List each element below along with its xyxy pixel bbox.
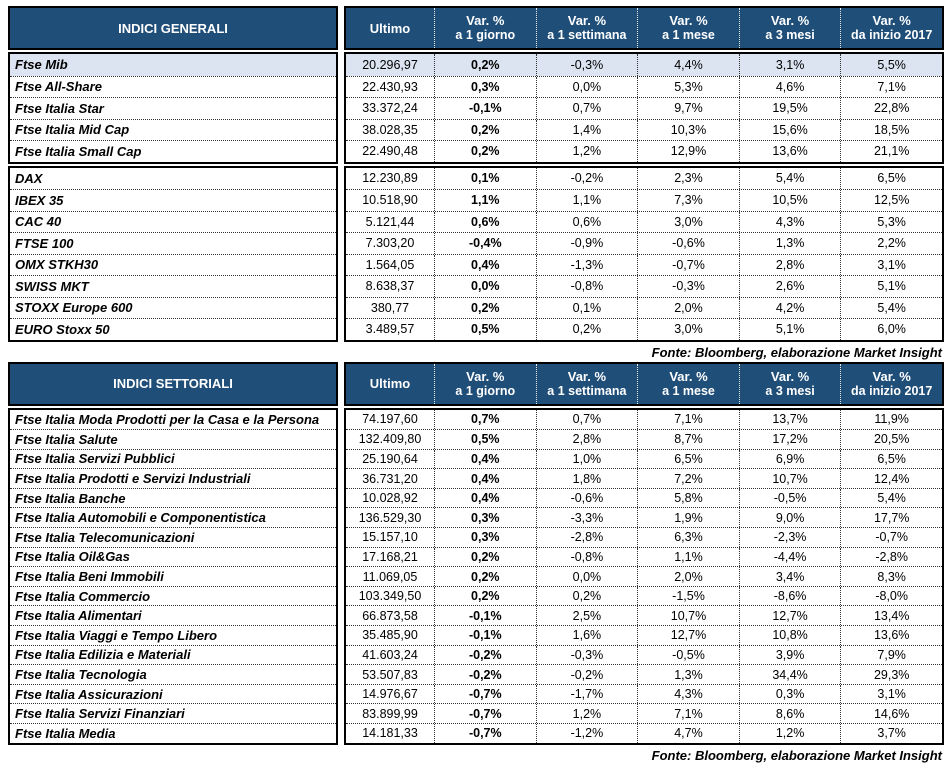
cell-var_ytd: 3,1% xyxy=(840,255,942,276)
cell-var_ytd: 11,9% xyxy=(840,410,942,430)
index-name: Ftse Italia Telecomunicazioni xyxy=(10,527,336,547)
cell-var_1g: -0,1% xyxy=(434,606,536,625)
cell-ultimo: 11.069,05 xyxy=(362,569,418,584)
column-headers xyxy=(344,362,944,406)
cell-var_3m: 3,9% xyxy=(739,646,841,665)
column-header-line1: Var. % xyxy=(567,368,607,384)
column-header-line2: da inizio 2017 xyxy=(851,28,933,42)
index-name: Ftse Italia Oil&Gas xyxy=(10,547,336,567)
cell-var_1g: 0,2% xyxy=(434,298,536,319)
cell-var_1s: -0,6% xyxy=(536,489,638,508)
column-header-line2: a 1 settimana xyxy=(547,383,627,398)
values-column xyxy=(344,362,944,745)
cell-var_1s: -1,3% xyxy=(536,255,638,276)
cell-var_ytd: 6,0% xyxy=(840,319,942,340)
cell-var_1m: 4,7% xyxy=(637,724,739,743)
table-row xyxy=(346,645,942,665)
source-note: Fonte: Bloomberg, elaborazione Market Insight xyxy=(651,344,942,360)
cell-ultimo: 12.230,89 xyxy=(362,171,418,186)
table-title-header xyxy=(8,6,338,50)
cell-var_ytd: 7,9% xyxy=(840,646,942,665)
cell-var_1s: -0,8% xyxy=(536,276,638,297)
cell-var_1g: 0,2% xyxy=(434,548,536,567)
cell-var_1g: 0,7% xyxy=(434,410,536,430)
column-headers xyxy=(344,6,944,50)
table-row xyxy=(346,54,942,76)
cell-var_1g: -0,7% xyxy=(434,724,536,743)
cell-var_1s: -0,2% xyxy=(536,168,638,190)
index-name: Ftse Italia Automobili e Componentistica xyxy=(10,507,336,527)
index-name: Ftse Italia Tecnologia xyxy=(10,664,336,684)
table-row xyxy=(346,140,942,162)
index-group-values xyxy=(344,166,944,342)
cell-var_1m: 1,1% xyxy=(637,548,739,567)
index-group-labels xyxy=(8,166,338,342)
column-header-line1: Var. % xyxy=(770,368,810,384)
index-name: DAX xyxy=(15,170,43,186)
cell-var_ytd: 13,6% xyxy=(840,626,942,645)
column-header-line2: a 1 mese xyxy=(662,28,715,42)
table-title-header xyxy=(8,362,338,406)
table-row xyxy=(346,254,942,276)
cell-var_1s: 1,2% xyxy=(536,141,638,162)
cell-var_1g: -0,1% xyxy=(434,98,536,119)
cell-ultimo: 1.564,05 xyxy=(365,257,415,272)
cell-var_ytd: 20,5% xyxy=(840,430,942,449)
cell-var_1g: 0,3% xyxy=(434,77,536,98)
cell-ultimo: 25.190,64 xyxy=(362,451,418,466)
cell-var_1g: -0,2% xyxy=(434,665,536,684)
cell-var_1s: -1,2% xyxy=(536,724,638,743)
cell-ultimo: 41.603,24 xyxy=(362,647,418,662)
cell-ultimo: 5.121,44 xyxy=(365,214,415,229)
cell-var_1s: -0,3% xyxy=(536,54,638,76)
table-row xyxy=(346,684,942,704)
cell-var_1g: 0,2% xyxy=(434,567,536,586)
cell-var_3m: 6,9% xyxy=(739,450,841,469)
cell-var_1g: 0,2% xyxy=(434,141,536,162)
cell-var_ytd: 5,1% xyxy=(840,276,942,297)
index-name: Ftse Italia Edilizia e Materiali xyxy=(10,645,336,665)
index-name: Ftse Italia Media xyxy=(10,723,336,743)
cell-var_ytd: 7,1% xyxy=(840,77,942,98)
cell-ultimo: 74.197,60 xyxy=(362,412,418,427)
cell-var_3m: 17,2% xyxy=(739,430,841,449)
table-title: INDICI GENERALI xyxy=(118,20,228,36)
cell-ultimo: 17.168,21 xyxy=(362,549,418,564)
cell-var_3m: 8,6% xyxy=(739,704,841,723)
cell-var_3m: -4,4% xyxy=(739,548,841,567)
table-row xyxy=(346,566,942,586)
cell-var_1m: 2,3% xyxy=(637,168,739,190)
column-header-line1: Var. % xyxy=(872,368,911,384)
cell-var_ytd: -0,7% xyxy=(840,528,942,547)
column-header-line2: a 3 mesi xyxy=(765,383,815,398)
column-header-line1: Var. % xyxy=(669,368,708,384)
table-row xyxy=(346,586,942,606)
index-name: Ftse Mib xyxy=(10,54,336,76)
cell-var_3m: 34,4% xyxy=(739,665,841,684)
cell-var_3m: 5,1% xyxy=(739,319,841,340)
index-name: FTSE 100 xyxy=(10,232,336,254)
index-name: EURO Stoxx 50 xyxy=(10,318,336,340)
cell-var_1s: 1,4% xyxy=(536,120,638,141)
cell-var_1s: 1,8% xyxy=(536,469,638,488)
cell-var_1g: 0,4% xyxy=(434,469,536,488)
table-row xyxy=(346,723,942,743)
column-header-line1: Var. % xyxy=(770,13,810,28)
cell-var_1m: -0,5% xyxy=(637,646,739,665)
cell-var_3m: 19,5% xyxy=(739,98,841,119)
cell-ultimo: 15.157,10 xyxy=(362,530,418,545)
column-header-line1: Var. % xyxy=(567,13,607,28)
cell-ultimo: 33.372,24 xyxy=(362,101,418,116)
table-row xyxy=(346,468,942,488)
table-row xyxy=(346,76,942,98)
cell-var_1s: -0,8% xyxy=(536,548,638,567)
cell-var_1m: 12,9% xyxy=(637,141,739,162)
cell-var_1g: 0,4% xyxy=(434,489,536,508)
column-header-line1: Var. % xyxy=(872,13,911,28)
cell-var_1s: -3,3% xyxy=(536,508,638,527)
cell-var_3m: 13,7% xyxy=(739,410,841,430)
cell-var_ytd: 22,8% xyxy=(840,98,942,119)
column-header-line1: Ultimo xyxy=(369,376,411,391)
cell-var_ytd: 2,2% xyxy=(840,233,942,254)
cell-var_ytd: 14,6% xyxy=(840,704,942,723)
index-name: Ftse Italia Commercio xyxy=(10,586,336,606)
cell-var_1s: 1,6% xyxy=(536,626,638,645)
index-name-column xyxy=(8,362,338,745)
cell-ultimo: 103.349,50 xyxy=(358,589,422,604)
cell-var_3m: 3,1% xyxy=(739,54,841,76)
cell-var_1g: -0,1% xyxy=(434,626,536,645)
index-name: IBEX 35 xyxy=(10,189,336,211)
cell-var_3m: 2,8% xyxy=(739,255,841,276)
index-name: CAC 40 xyxy=(10,211,336,233)
values-body xyxy=(344,406,944,745)
table-row xyxy=(346,275,942,297)
cell-var_1g: 0,3% xyxy=(434,528,536,547)
column-header-var-1-giorno xyxy=(434,364,536,404)
cell-var_1s: 0,6% xyxy=(536,212,638,233)
cell-var_1m: 5,8% xyxy=(637,489,739,508)
cell-ultimo: 36.731,20 xyxy=(362,471,418,486)
cell-var_1m: 9,7% xyxy=(637,98,739,119)
table-row xyxy=(346,232,942,254)
column-header-var-1-mese xyxy=(637,364,739,404)
cell-var_1s: 1,1% xyxy=(536,190,638,211)
cell-var_1s: -2,8% xyxy=(536,528,638,547)
cell-var_ytd: 21,1% xyxy=(840,141,942,162)
cell-var_1m: 1,9% xyxy=(637,508,739,527)
cell-var_1g: 0,4% xyxy=(434,255,536,276)
cell-var_1s: 2,5% xyxy=(536,606,638,625)
cell-var_3m: 10,5% xyxy=(739,190,841,211)
cell-var_1s: -1,7% xyxy=(536,685,638,704)
cell-var_1g: 0,0% xyxy=(434,276,536,297)
cell-var_3m: -8,6% xyxy=(739,587,841,606)
cell-var_ytd: 3,1% xyxy=(840,685,942,704)
column-header-var-1-settimana xyxy=(536,8,638,48)
cell-ultimo: 132.409,80 xyxy=(358,432,422,447)
index-name: Ftse All-Share xyxy=(10,76,336,98)
cell-var_3m: -0,5% xyxy=(739,489,841,508)
column-header-line1: Var. % xyxy=(466,13,505,28)
cell-var_1s: 0,2% xyxy=(536,319,638,340)
column-header-var-1-mese xyxy=(637,8,739,48)
table-row xyxy=(346,527,942,547)
cell-var_1m: 4,4% xyxy=(637,54,739,76)
column-header-line1: Ultimo xyxy=(369,20,411,36)
index-name: Ftse Italia Banche xyxy=(10,488,336,508)
cell-ultimo: 20.296,97 xyxy=(362,57,418,72)
cell-var_3m: 12,7% xyxy=(739,606,841,625)
cell-ultimo: 136.529,30 xyxy=(358,510,422,525)
cell-var_ytd: -2,8% xyxy=(840,548,942,567)
indici-generali-table xyxy=(8,6,944,342)
column-header-ultimo xyxy=(346,8,434,48)
table-row xyxy=(346,547,942,567)
cell-var_1m: 10,3% xyxy=(637,120,739,141)
cell-var_3m: 4,6% xyxy=(739,77,841,98)
cell-var_3m: 15,6% xyxy=(739,120,841,141)
cell-var_1m: 3,0% xyxy=(637,212,739,233)
cell-var_1m: -0,6% xyxy=(637,233,739,254)
cell-var_1m: -0,3% xyxy=(637,276,739,297)
cell-ultimo: 10.028,92 xyxy=(362,491,418,506)
cell-var_ytd: 6,5% xyxy=(840,450,942,469)
column-header-ultimo xyxy=(346,364,434,404)
index-name: Ftse Italia Servizi Pubblici xyxy=(10,449,336,469)
cell-var_3m: 4,2% xyxy=(739,298,841,319)
column-header-line2: a 1 settimana xyxy=(547,28,627,42)
cell-var_1g: -0,7% xyxy=(434,704,536,723)
index-group-values xyxy=(344,52,944,164)
table-row xyxy=(346,429,942,449)
cell-var_1s: 0,0% xyxy=(536,77,638,98)
cell-var_1m: 6,5% xyxy=(637,450,739,469)
cell-var_1m: 5,3% xyxy=(637,77,739,98)
cell-var_1s: 0,7% xyxy=(536,98,638,119)
table-row xyxy=(346,703,942,723)
cell-var_1m: 8,7% xyxy=(637,430,739,449)
table-row xyxy=(346,211,942,233)
cell-var_ytd: 12,4% xyxy=(840,469,942,488)
column-header-line2: a 3 mesi xyxy=(765,28,815,42)
index-name: Ftse Italia Small Cap xyxy=(10,140,336,162)
cell-ultimo: 35.485,90 xyxy=(362,628,418,643)
cell-var_1g: 0,5% xyxy=(434,430,536,449)
cell-var_1g: 0,6% xyxy=(434,212,536,233)
cell-var_1g: 1,1% xyxy=(434,190,536,211)
table-row xyxy=(346,507,942,527)
index-name: Ftse Italia Assicurazioni xyxy=(10,684,336,704)
cell-var_1g: 0,2% xyxy=(434,120,536,141)
cell-ultimo: 380,77 xyxy=(370,300,410,315)
cell-var_1m: 3,0% xyxy=(637,319,739,340)
index-name: SWISS MKT xyxy=(10,275,336,297)
index-name-body xyxy=(8,50,338,342)
cell-ultimo: 22.430,93 xyxy=(362,79,418,94)
table-row xyxy=(346,97,942,119)
cell-var_1s: 0,0% xyxy=(536,567,638,586)
cell-var_ytd: 12,5% xyxy=(840,190,942,211)
table-row xyxy=(346,488,942,508)
cell-var_1m: 6,3% xyxy=(637,528,739,547)
cell-var_1m: 7,3% xyxy=(637,190,739,211)
cell-var_1s: 1,2% xyxy=(536,704,638,723)
cell-ultimo: 8.638,37 xyxy=(365,279,415,294)
column-header-line2: a 1 giorno xyxy=(455,28,516,42)
cell-var_ytd: 8,3% xyxy=(840,567,942,586)
cell-var_ytd: 13,4% xyxy=(840,606,942,625)
values-column xyxy=(344,6,944,342)
column-header-line1: Var. % xyxy=(669,13,708,28)
cell-var_3m: 9,0% xyxy=(739,508,841,527)
index-name: Ftse Italia Mid Cap xyxy=(10,119,336,141)
index-name: STOXX Europe 600 xyxy=(10,297,336,319)
cell-ultimo: 3.489,57 xyxy=(365,322,415,337)
cell-var_1m: 2,0% xyxy=(637,567,739,586)
cell-var_1s: 0,7% xyxy=(536,410,638,430)
cell-var_1m: 12,7% xyxy=(637,626,739,645)
cell-var_1s: 0,1% xyxy=(536,298,638,319)
cell-var_1g: 0,4% xyxy=(434,450,536,469)
index-group-labels xyxy=(8,408,338,745)
cell-var_1s: 1,0% xyxy=(536,450,638,469)
cell-var_ytd: 5,3% xyxy=(840,212,942,233)
column-header-line2: a 1 mese xyxy=(662,383,715,398)
column-header-var-1-settimana xyxy=(536,364,638,404)
cell-ultimo: 10.518,90 xyxy=(362,193,418,208)
table-row xyxy=(346,168,942,190)
cell-ultimo: 14.181,33 xyxy=(362,726,418,741)
cell-var_1g: 0,2% xyxy=(434,587,536,606)
cell-var_1s: -0,3% xyxy=(536,646,638,665)
cell-var_1g: 0,1% xyxy=(434,168,536,190)
index-name: Ftse Italia Servizi Finanziari xyxy=(10,703,336,723)
table-row xyxy=(346,410,942,430)
index-name: Ftse Italia Viaggi e Tempo Libero xyxy=(10,625,336,645)
cell-var_ytd: 5,5% xyxy=(840,54,942,76)
cell-var_1g: 0,2% xyxy=(434,54,536,76)
cell-var_ytd: 29,3% xyxy=(840,665,942,684)
cell-var_3m: 1,3% xyxy=(739,233,841,254)
cell-var_1g: 0,5% xyxy=(434,319,536,340)
cell-var_1s: 2,8% xyxy=(536,430,638,449)
index-name: Ftse Italia Beni Immobili xyxy=(10,566,336,586)
index-group-values xyxy=(344,408,944,745)
table-row xyxy=(346,449,942,469)
cell-var_ytd: 5,4% xyxy=(840,489,942,508)
cell-var_ytd: 17,7% xyxy=(840,508,942,527)
index-name: Ftse Italia Prodotti e Servizi Industriali xyxy=(10,468,336,488)
cell-var_3m: 5,4% xyxy=(739,168,841,190)
table-row xyxy=(346,318,942,340)
column-header-var-3-mesi xyxy=(739,364,841,404)
table-row xyxy=(346,625,942,645)
cell-var_1m: -1,5% xyxy=(637,587,739,606)
cell-var_1m: 2,0% xyxy=(637,298,739,319)
cell-var_1m: 10,7% xyxy=(637,606,739,625)
table-row xyxy=(346,297,942,319)
cell-var_1m: -0,7% xyxy=(637,255,739,276)
cell-var_3m: -2,3% xyxy=(739,528,841,547)
cell-var_3m: 1,2% xyxy=(739,724,841,743)
index-name: Ftse Italia Star xyxy=(10,97,336,119)
column-header-line2: a 1 giorno xyxy=(455,383,516,398)
cell-var_3m: 4,3% xyxy=(739,212,841,233)
table-title: INDICI SETTORIALI xyxy=(113,376,233,391)
cell-var_1m: 1,3% xyxy=(637,665,739,684)
table-row xyxy=(346,189,942,211)
cell-var_3m: 0,3% xyxy=(739,685,841,704)
values-body xyxy=(344,50,944,342)
cell-var_ytd: 6,5% xyxy=(840,168,942,190)
cell-var_3m: 10,8% xyxy=(739,626,841,645)
cell-var_3m: 10,7% xyxy=(739,469,841,488)
source-note: Fonte: Bloomberg, elaborazione Market Insight xyxy=(651,747,942,763)
cell-var_3m: 2,6% xyxy=(739,276,841,297)
cell-var_3m: 3,4% xyxy=(739,567,841,586)
cell-var_3m: 13,6% xyxy=(739,141,841,162)
cell-var_1m: 4,3% xyxy=(637,685,739,704)
cell-var_1m: 7,1% xyxy=(637,704,739,723)
column-header-var-inizio-2017 xyxy=(840,8,942,48)
cell-var_1s: -0,2% xyxy=(536,665,638,684)
index-name: Ftse Italia Alimentari xyxy=(10,605,336,625)
cell-var_ytd: 3,7% xyxy=(840,724,942,743)
column-header-var-inizio-2017 xyxy=(840,364,942,404)
column-header-line1: Var. % xyxy=(466,368,505,384)
index-name-body xyxy=(8,406,338,745)
cell-var_1g: -0,7% xyxy=(434,685,536,704)
cell-var_ytd: 18,5% xyxy=(840,120,942,141)
indici-settoriali-table xyxy=(8,362,944,745)
cell-ultimo: 83.899,99 xyxy=(362,706,418,721)
cell-var_1m: 7,1% xyxy=(637,410,739,430)
cell-ultimo: 66.873,58 xyxy=(362,608,418,623)
cell-var_1s: -0,9% xyxy=(536,233,638,254)
index-name: Ftse Italia Salute xyxy=(10,429,336,449)
table-row xyxy=(346,664,942,684)
index-name: OMX STKH30 xyxy=(10,254,336,276)
cell-var_1g: 0,3% xyxy=(434,508,536,527)
cell-var_1g: -0,2% xyxy=(434,646,536,665)
cell-ultimo: 38.028,35 xyxy=(362,122,418,137)
index-group-labels xyxy=(8,52,338,164)
cell-var_1m: 7,2% xyxy=(637,469,739,488)
cell-ultimo: 14.976,67 xyxy=(362,687,418,702)
cell-var_ytd: -8,0% xyxy=(840,587,942,606)
cell-var_1g: -0,4% xyxy=(434,233,536,254)
column-header-var-1-giorno xyxy=(434,8,536,48)
index-name: Ftse Italia Moda Prodotti per la Casa e la Persona xyxy=(15,411,320,427)
column-header-line2: da inizio 2017 xyxy=(851,383,933,398)
cell-var_1s: 0,2% xyxy=(536,587,638,606)
cell-ultimo: 7.303,20 xyxy=(365,236,415,251)
table-row xyxy=(346,119,942,141)
cell-ultimo: 53.507,83 xyxy=(362,667,418,682)
table-row xyxy=(346,605,942,625)
index-name-column xyxy=(8,6,338,342)
cell-ultimo: 22.490,48 xyxy=(362,144,418,159)
cell-var_ytd: 5,4% xyxy=(840,298,942,319)
column-header-var-3-mesi xyxy=(739,8,841,48)
